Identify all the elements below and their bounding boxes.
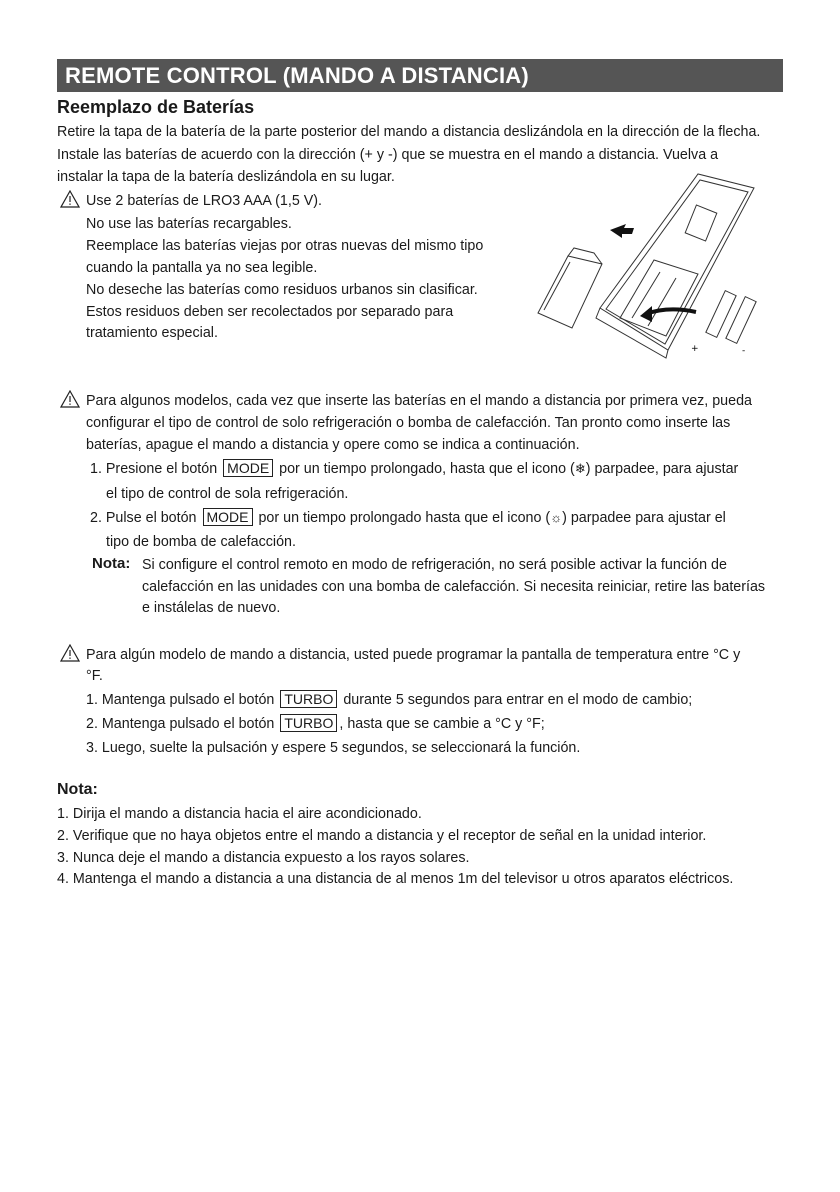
mode-button-label: MODE xyxy=(223,459,273,477)
mode-step-1-d: el tipo de control de sola refrigeración. xyxy=(106,486,349,502)
mode-intro-text-1: Para algunos modelos, cada vez que inserte las baterías en el mando a distancia por primera vez, pueda xyxy=(86,393,752,409)
battery-intro-line-3: instalar la tapa de la batería deslizándola en su lugar. xyxy=(57,169,395,185)
mode-step-2-d: tipo de bomba de calefacción. xyxy=(106,534,296,550)
temp-step-1-b: durante 5 segundos para entrar en el modo de cambio; xyxy=(343,692,693,708)
mode-step-2-b: por un tiempo prolongado hasta que el icono ( xyxy=(258,510,551,526)
mode-step-1-b: por un tiempo prolongado, hasta que el icono ( xyxy=(279,461,575,477)
mode-note-label: Nota: xyxy=(92,555,131,572)
temp-intro-line-2: °F. xyxy=(86,668,103,684)
mode-step-2-c: ) parpadee para ajustar el xyxy=(562,510,726,526)
section-header: REMOTE CONTROL (MANDO A DISTANCIA) xyxy=(57,59,783,92)
mode-intro-line-1 xyxy=(60,390,752,411)
final-note-3: 3. Nunca deje el mando a distancia expuesto a los rayos solares. xyxy=(57,850,470,866)
svg-text:-: - xyxy=(742,346,746,356)
temp-step-1 xyxy=(86,690,692,710)
battery-note-6: tratamiento especial. xyxy=(86,325,218,341)
battery-intro-line-2: Instale las baterías de acuerdo con la dirección (+ y -) que se muestra en el mando a distancia. Vuelva a xyxy=(57,147,719,163)
sun-icon: ☼ xyxy=(550,510,563,525)
battery-warning xyxy=(60,190,322,211)
battery-note-2: Reemplace las baterías viejas por otras nuevas del mismo tipo xyxy=(86,238,484,254)
final-notes-title: Nota: xyxy=(57,781,98,798)
battery-note-1: No use las baterías recargables. xyxy=(86,216,292,232)
warning-triangle-icon xyxy=(60,644,80,662)
final-note-2: 2. Verifique que no haya objetos entre el mando a distancia y el receptor de señal en la unidad interior. xyxy=(57,828,707,844)
turbo-button-label: TURBO xyxy=(280,690,337,708)
temp-step-3: 3. Luego, suelte la pulsación y espere 5 segundos, se seleccionará la función. xyxy=(86,740,581,756)
final-note-1: 1. Dirija el mando a distancia hacia el aire acondicionado. xyxy=(57,806,422,822)
turbo-button-label: TURBO xyxy=(280,714,337,732)
mode-note-line-3: e instálelas de nuevo. xyxy=(142,600,281,616)
warning-triangle-icon xyxy=(60,390,80,408)
mode-step-1-a: 1. Presione el botón xyxy=(90,461,218,477)
mode-step-2 xyxy=(90,508,726,528)
svg-text:+: + xyxy=(691,344,699,354)
final-note-4: 4. Mantenga el mando a distancia a una distancia de al menos 1m del televisor u otros aparatos eléctricos. xyxy=(57,871,734,887)
temp-step-2-b: , hasta que se cambie a °C y °F; xyxy=(339,716,545,732)
battery-warning-text: Use 2 baterías de LRO3 AAA (1,5 V). xyxy=(86,193,323,209)
mode-note-line-1: Si configure el control remoto en modo de refrigeración, no será posible activar la función de xyxy=(142,557,727,573)
battery-section-title: Reemplazo de Baterías xyxy=(57,97,255,117)
mode-step-1 xyxy=(90,459,738,479)
battery-note-4: No deseche las baterías como residuos urbanos sin clasificar. xyxy=(86,282,478,298)
battery-intro-line-1: Retire la tapa de la batería de la parte posterior del mando a distancia deslizándola en la dirección de la flecha. xyxy=(57,124,761,140)
battery-note-3: cuando la pantalla ya no sea legible. xyxy=(86,260,318,276)
snowflake-icon: ❄ xyxy=(574,461,586,476)
mode-note-line-2: calefacción en las unidades con una bomba de calefacción. Si necesita reiniciar, retire las baterías xyxy=(142,579,766,595)
mode-step-2-a: 2. Pulse el botón xyxy=(90,510,197,526)
mode-intro-line-3: baterías, apague el mando a distancia y opere como se indica a continuación. xyxy=(86,437,580,453)
temp-step-2 xyxy=(86,714,545,734)
warning-triangle-icon xyxy=(60,190,80,208)
mode-intro-line-2: configurar el tipo de control de solo refrigeración o bomba de calefacción. Tan pronto como inserte las xyxy=(86,415,731,431)
battery-note-5: Estos residuos deben ser recolectados por separado para xyxy=(86,304,454,320)
mode-step-1-c: ) parpadee, para ajustar xyxy=(585,461,739,477)
temp-intro-line-1 xyxy=(60,644,740,665)
temp-intro-text-1: Para algún modelo de mando a distancia, usted puede programar la pantalla de temperatura entre °C y xyxy=(86,647,741,663)
remote-battery-illustration xyxy=(528,168,786,368)
temp-step-1-a: 1. Mantenga pulsado el botón xyxy=(86,692,275,708)
mode-button-label: MODE xyxy=(203,508,253,526)
temp-step-2-a: 2. Mantenga pulsado el botón xyxy=(86,716,275,732)
